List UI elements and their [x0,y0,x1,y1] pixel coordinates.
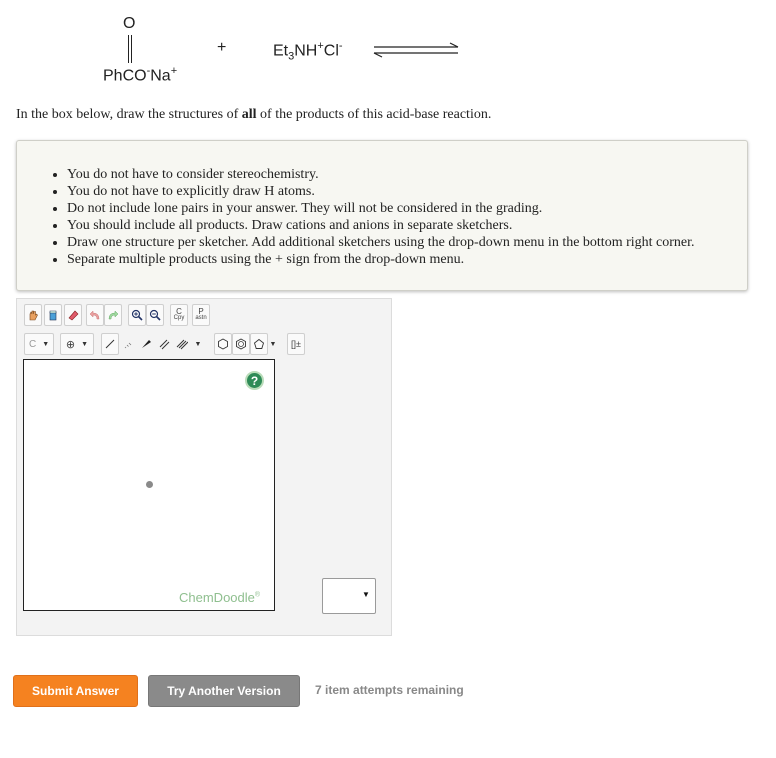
paste-sub-label: astn [195,315,207,321]
paste-label: P [198,307,204,316]
instruction-item: • You do not have to explicitly draw H atoms. [67,183,747,200]
clear-bucket-icon[interactable] [44,304,62,326]
instruction-item: • You should include all products. Draw cations and anions in separate sketchers. [67,217,747,234]
plus-sign: + [217,39,227,56]
question-text: In the box below, draw the structures of all of the products of this acid-base reaction. [16,107,492,122]
chevron-down-icon: ▼ [269,340,277,348]
add-sketcher-dropdown[interactable] [322,578,376,614]
equilibrium-arrows-icon [372,42,460,58]
chevron-down-icon: ▼ [81,340,89,348]
attempts-remaining-text: 7 item attempts remaining [315,683,464,697]
instructions-box [16,140,748,291]
atom-label: C [29,338,37,350]
charge-plus-icon: ⊕ [65,338,76,351]
reactant-triethylammonium-chloride: $Et_3NH^+Cl^-$ [273,40,343,63]
bond-type-dropdown[interactable] [191,333,205,355]
help-icon[interactable]: ? [245,371,264,390]
reaction-equation [0,0,776,100]
instructions-list [17,166,747,268]
submit-answer-button[interactable]: Submit Answer [13,675,138,707]
zoom-out-icon[interactable] [146,304,164,326]
double-bond-icon[interactable] [155,333,173,355]
copy-button[interactable] [170,304,188,326]
redo-icon[interactable] [104,304,122,326]
carbonyl-double-bond [128,35,132,63]
zoom-in-icon[interactable] [128,304,146,326]
reactant-sodium-benzoate: PhCO-Na+ [103,65,178,85]
single-bond-button[interactable] [101,333,119,355]
canvas-center-dot [146,481,153,488]
try-another-version-button[interactable]: Try Another Version [148,675,300,707]
copy-label: C [176,307,182,316]
chevron-down-icon: ▼ [362,590,370,599]
wedge-bond-icon[interactable] [137,333,155,355]
chevron-down-icon: ▼ [194,340,202,348]
charge-button[interactable] [60,333,94,355]
instruction-item: • Separate multiple products using the + sign from the drop-down menu. [67,251,747,268]
ring-dropdown[interactable] [266,333,280,355]
hash-bond-icon[interactable] [119,333,137,355]
bracket-label: []± [291,339,301,349]
instruction-item: • Do not include lone pairs in your answer. They will not be considered in the grading. [67,200,747,217]
pan-hand-icon[interactable] [24,304,42,326]
cyclohexane-icon[interactable] [214,333,232,355]
undo-icon[interactable] [86,304,104,326]
chemdoodle-watermark: ChemDoodle® [179,590,261,605]
bracket-charge-button[interactable] [287,333,305,355]
atom-carbon-button[interactable] [24,333,54,355]
copy-sub-label: Cpy [173,315,185,321]
carbonyl-oxygen: O [123,15,136,32]
benzene-icon[interactable] [232,333,250,355]
eraser-icon[interactable] [64,304,82,326]
instruction-item: • You do not have to consider stereochemistry. [67,166,747,183]
triple-bond-icon[interactable] [173,333,191,355]
instruction-item: • Draw one structure per sketcher. Add additional sketchers using the drop-down menu in the bottom right corner. [67,234,747,251]
paste-button[interactable] [192,304,210,326]
chevron-down-icon: ▼ [42,340,50,348]
